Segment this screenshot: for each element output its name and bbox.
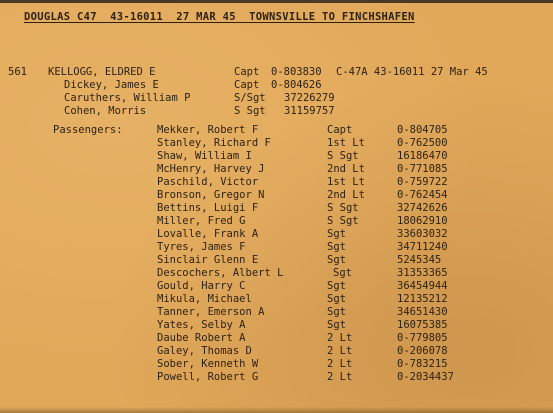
crew-rank: S/Sgt	[234, 92, 266, 104]
passenger-serial: 0-804705	[397, 124, 448, 136]
passenger-serial: 0-771085	[397, 163, 448, 175]
passenger-name: Paschild, Victor	[157, 176, 259, 188]
passenger-rank: Sgt	[327, 280, 346, 292]
passenger-row	[157, 189, 547, 202]
passenger-name: Galey, Thomas D	[157, 345, 252, 357]
crew-serial: 0-803830	[271, 66, 322, 78]
passenger-serial: 0-759722	[397, 176, 448, 188]
crew-name: KELLOGG, ELDRED E	[48, 66, 156, 78]
passengers-label-row	[53, 124, 153, 137]
passenger-row	[157, 306, 547, 319]
passenger-name: Sober, Kenneth W	[157, 358, 259, 370]
passenger-rank: 2 Lt	[327, 371, 353, 383]
passenger-row	[157, 280, 547, 293]
passenger-rank: S Sgt	[327, 202, 359, 214]
passenger-row	[157, 124, 547, 137]
flight-header: DOUGLAS C47 43-16011 27 MAR 45 TOWNSVILLE TO FINCHSHAFEN	[24, 11, 415, 23]
passenger-row	[157, 163, 547, 176]
passenger-serial: 5245345	[397, 254, 442, 266]
passenger-serial: 16186470	[397, 150, 448, 162]
crew-row	[8, 92, 548, 105]
passenger-serial: 32742626	[397, 202, 448, 214]
passenger-row	[157, 241, 547, 254]
passenger-serial: 0-779805	[397, 332, 448, 344]
passenger-row	[157, 215, 547, 228]
crew-serial: 37226279	[284, 92, 335, 104]
passenger-rank: Sgt	[327, 306, 346, 318]
crew-row	[8, 66, 548, 79]
passenger-name: Bettins, Luigi F	[157, 202, 259, 214]
passenger-name: Bronson, Gregor N	[157, 189, 265, 201]
passenger-row	[157, 254, 547, 267]
record-id: 561	[8, 66, 27, 78]
passenger-serial: 36454944	[397, 280, 448, 292]
crew-serial: 31159757	[284, 105, 335, 117]
passenger-name: Tyres, James F	[157, 241, 246, 253]
passenger-name: Stanley, Richard F	[157, 137, 271, 149]
passenger-rank: Sgt	[327, 319, 346, 331]
passenger-row	[157, 319, 547, 332]
aircraft-note: C-47A 43-16011 27 Mar 45	[336, 66, 488, 78]
passenger-serial: 0-762500	[397, 137, 448, 149]
passenger-rank: S Sgt	[327, 215, 359, 227]
crew-name: Caruthers, William P	[64, 92, 191, 104]
passenger-name: Miller, Fred G	[157, 215, 246, 227]
passenger-serial: 34651430	[397, 306, 448, 318]
passenger-name: Mikula, Michael	[157, 293, 252, 305]
passenger-serial: 16075385	[397, 319, 448, 331]
passenger-rank: 2 Lt	[327, 345, 353, 357]
passenger-rank: Sgt	[327, 241, 346, 253]
passenger-serial: 0-206078	[397, 345, 448, 357]
passenger-rank: 2nd Lt	[327, 163, 365, 175]
passenger-serial: 12135212	[397, 293, 448, 305]
passenger-name: Lovalle, Frank A	[157, 228, 259, 240]
passenger-rank: 1st Lt	[327, 176, 365, 188]
passenger-row	[157, 358, 547, 371]
passenger-name: Descochers, Albert L	[157, 267, 284, 279]
passenger-name: Mekker, Robert F	[157, 124, 259, 136]
passenger-row	[157, 176, 547, 189]
passenger-name: Sinclair Glenn E	[157, 254, 259, 266]
crew-row	[8, 79, 548, 92]
passenger-name: Daube Robert A	[157, 332, 246, 344]
passenger-row	[157, 332, 547, 345]
bottom-shadow	[0, 407, 553, 413]
crew-name: Cohen, Morris	[64, 105, 147, 117]
passenger-row	[157, 267, 547, 280]
passenger-row	[157, 228, 547, 241]
passenger-row	[157, 371, 547, 384]
crew-name: Dickey, James E	[64, 79, 159, 91]
top-border	[0, 0, 553, 3]
passenger-row	[157, 345, 547, 358]
crew-row	[8, 105, 548, 118]
passenger-serial: 31353365	[397, 267, 448, 279]
passenger-rank: 2 Lt	[327, 332, 353, 344]
passenger-serial: 0-2034437	[397, 371, 454, 383]
passenger-rank: 2nd Lt	[327, 189, 365, 201]
crew-rank: S Sgt	[234, 105, 266, 117]
crew-rank: Capt	[234, 79, 260, 91]
passenger-name: Yates, Selby A	[157, 319, 246, 331]
passenger-rank: S Sgt	[327, 150, 359, 162]
passengers-label: Passengers:	[53, 124, 123, 136]
passenger-serial: 33603032	[397, 228, 448, 240]
passenger-rank: Sgt	[333, 267, 352, 279]
passenger-rank: 2 Lt	[327, 358, 353, 370]
passenger-name: Gould, Harry C	[157, 280, 246, 292]
passenger-rank: 1st Lt	[327, 137, 365, 149]
passenger-name: Tanner, Emerson A	[157, 306, 265, 318]
passenger-row	[157, 202, 547, 215]
crew-rank: Capt	[234, 66, 260, 78]
passenger-row	[157, 293, 547, 306]
passenger-row	[157, 150, 547, 163]
passenger-serial: 18062910	[397, 215, 448, 227]
passenger-rank: Sgt	[327, 293, 346, 305]
crew-serial: 0-804626	[271, 79, 322, 91]
passenger-serial: 0-762454	[397, 189, 448, 201]
passenger-rank: Sgt	[327, 254, 346, 266]
passenger-serial: 0-783215	[397, 358, 448, 370]
passenger-rank: Capt	[327, 124, 353, 136]
passenger-row	[157, 137, 547, 150]
passenger-name: Shaw, William I	[157, 150, 252, 162]
passenger-rank: Sgt	[327, 228, 346, 240]
passenger-serial: 34711240	[397, 241, 448, 253]
passenger-name: McHenry, Harvey J	[157, 163, 265, 175]
passenger-name: Powell, Robert G	[157, 371, 259, 383]
